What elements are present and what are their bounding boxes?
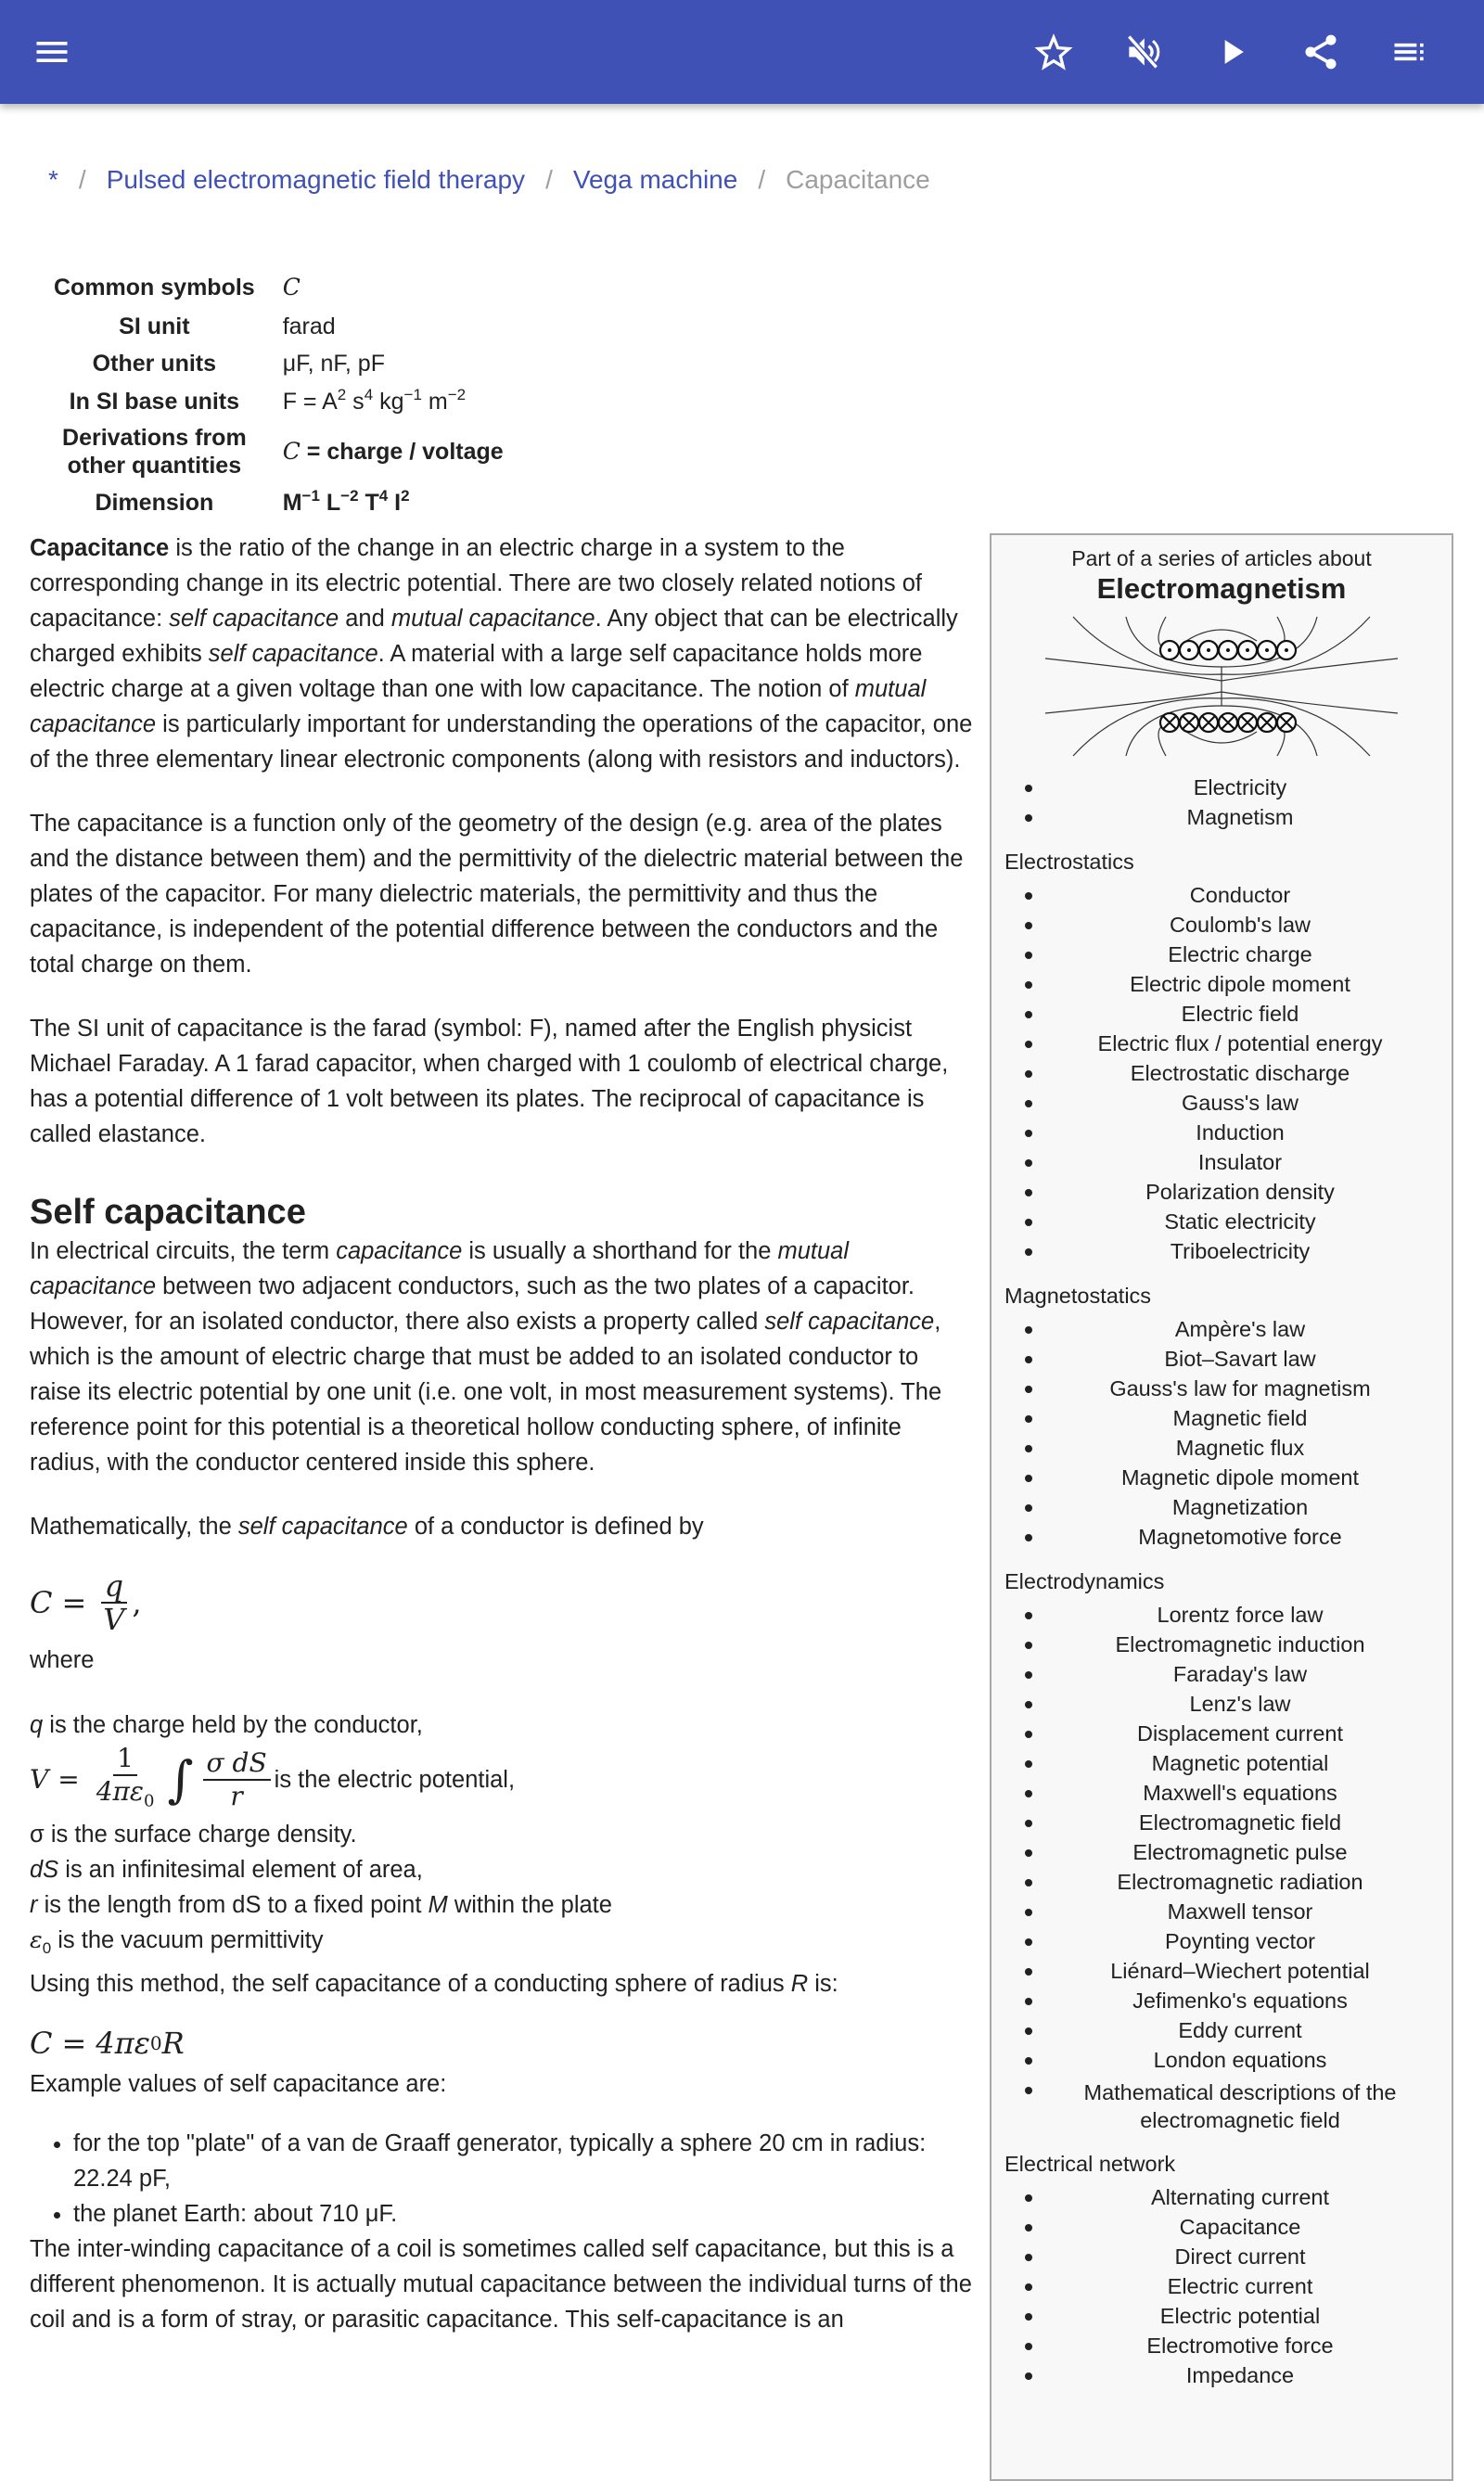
contents-button[interactable] <box>1384 26 1436 78</box>
menu-button[interactable] <box>26 26 78 78</box>
sidebar-link[interactable]: Static electricity <box>991 1207 1452 1236</box>
fraction: $\frac{q}{V}$ <box>99 1570 128 1635</box>
definition-epsilon: $\varepsilon_0$ is the vacuum permittivity <box>30 1926 324 1958</box>
sidebar-link[interactable]: Electric field <box>991 999 1452 1029</box>
infobox-value[interactable]: farad <box>282 313 336 339</box>
sidebar-link[interactable]: Liénard–Wiechert potential <box>991 1956 1452 1986</box>
sidebar-link[interactable]: Lenz's law <box>991 1689 1452 1719</box>
infobox-label: In SI base units <box>69 389 240 415</box>
method-sentence: Using this method, the self capacitance of a conducting sphere of radius R is: <box>30 1971 838 1998</box>
app-bar <box>0 0 1484 104</box>
sidebar-link[interactable]: Ampère's law <box>991 1314 1452 1344</box>
self-capacitance-paragraph: In electrical circuits, the term capacitance is usually a shorthand for the mutual capacitance between two adjacent conductors, such as the two plates of a capacitor. However, for an isolated conductor, there also exists a property called self capacitance, which is the amount of electric charge that must be added to an isolated conductor to raise its electric potential by one unit (i.e. one volt, in most measurement systems). The reference point for this potential is a theoretical hollow conducting sphere, of infinite radius, with the conductor centered inside this sphere. <box>30 1238 942 1476</box>
sidebar-top-list <box>991 773 1452 832</box>
sidebar-link[interactable]: Induction <box>991 1118 1452 1147</box>
where-label: where <box>30 1647 95 1673</box>
sidebar-link[interactable]: Biot–Savart law <box>991 1344 1452 1374</box>
equation-capacitance-definition: C = $\frac{q}{V}$ , <box>30 1568 142 1637</box>
sidebar-link[interactable]: Magnetic field <box>991 1403 1452 1433</box>
sidebar-link[interactable]: Electric dipole moment <box>991 969 1452 999</box>
infobox-value: C = charge / voltage <box>282 438 504 465</box>
geometry-paragraph: The capacitance is a function only of the geometry of the design (e.g. area of the plates and the distance between them) and the permittivity of the dielectric material between the plates of the capacitor. For many dielectric materials, the permittivity and thus the capacitance, is independent of the potential difference between the conductors and the total charge on them. <box>30 811 964 978</box>
examples-list <box>73 2126 976 2232</box>
definition-sigma: σ is the surface charge density. <box>30 1822 357 1848</box>
play-icon <box>1211 32 1252 72</box>
breadcrumb-pemf-therapy[interactable]: Pulsed electromagnetic field therapy <box>106 165 526 194</box>
sidebar-link[interactable]: Gauss's law <box>991 1088 1452 1118</box>
sidebar-group-heading[interactable]: Electrostatics <box>1004 850 1134 874</box>
play-button[interactable] <box>1206 26 1258 78</box>
sidebar-link[interactable]: Eddy current <box>991 2015 1452 2045</box>
sidebar-link[interactable]: Lorentz force law <box>991 1600 1452 1630</box>
bookmark-button[interactable] <box>1028 26 1080 78</box>
sidebar-group-list <box>991 2182 1452 2390</box>
sidebar-title[interactable]: Electromagnetism <box>1096 572 1347 605</box>
sidebar-link[interactable]: Electricity <box>991 773 1452 802</box>
sidebar-link[interactable]: London equations <box>991 2045 1452 2075</box>
sidebar-link[interactable]: Coulomb's law <box>991 910 1452 940</box>
breadcrumb-separator: / <box>78 165 86 194</box>
breadcrumb-separator: / <box>758 165 766 194</box>
share-icon <box>1300 32 1341 72</box>
infobox-row-other-units <box>30 345 509 382</box>
sidebar-link[interactable]: Maxwell's equations <box>991 1778 1452 1808</box>
sidebar-link[interactable]: Electromagnetic field <box>991 1808 1452 1837</box>
sidebar-link[interactable]: Poynting vector <box>991 1926 1452 1956</box>
sidebar-link[interactable]: Electromagnetic pulse <box>991 1837 1452 1867</box>
equation-electric-potential: V = $\frac{1}{4\pi\varepsilon_0}$ ∫ $\frac{\text{σ dS}}{r}$ is the electric potential, <box>30 1743 976 1817</box>
sidebar-link[interactable]: Electromotive force <box>991 2331 1452 2360</box>
infobox-value: C <box>282 274 301 301</box>
article-body <box>30 531 976 2366</box>
share-button[interactable] <box>1295 26 1347 78</box>
sidebar-link[interactable]: Conductor <box>991 880 1452 910</box>
infobox-label: Other units <box>92 351 217 377</box>
breadcrumb-home[interactable]: * <box>48 165 58 194</box>
sidebar-group-heading[interactable]: Magnetostatics <box>1004 1284 1152 1308</box>
sidebar-link[interactable]: Impedance <box>991 2360 1452 2390</box>
infobox-value: $F = A^2$ $s^4$ $kg^{-1}$ $m^{-2}$ <box>282 386 467 415</box>
list-item: • the planet Earth: about 710 μF. <box>73 2196 976 2232</box>
infobox-value: $M^{-1}$ $L^{-2}$ $T^4$ $I^2$ <box>282 487 410 516</box>
infobox-row-si-unit <box>30 308 509 345</box>
sidebar-link[interactable]: Triboelectricity <box>991 1236 1452 1266</box>
sidebar-link[interactable]: Capacitance <box>991 2212 1452 2242</box>
sidebar-group-list <box>991 1600 1452 2134</box>
section-heading-self-capacitance: Self capacitance <box>30 1193 306 1232</box>
sidebar-link[interactable]: Magnetomotive force <box>991 1522 1452 1552</box>
si-unit-paragraph: The SI unit of capacitance is the farad (symbol: F), named after the English physicist Michael Faraday. A 1 farad capacitor, when charged with 1 coulomb of electrical charge, has a potential difference of 1 volt between its plates. The reciprocal of capacitance is called elastance. <box>30 1016 949 1147</box>
volume-off-icon <box>1122 32 1163 72</box>
sidebar-group-heading[interactable]: Electrical network <box>1004 2152 1176 2176</box>
sidebar-link[interactable]: Magnetic dipole moment <box>991 1463 1452 1492</box>
breadcrumb <box>48 165 930 195</box>
coil-top-row <box>1160 641 1296 659</box>
sidebar-link[interactable]: Direct current <box>991 2242 1452 2271</box>
sidebar-link[interactable]: Electrostatic discharge <box>991 1058 1452 1088</box>
integral-sign: ∫ <box>167 1750 194 1809</box>
sidebar-link[interactable]: Faraday's law <box>991 1659 1452 1689</box>
infobox-value: μF, nF, pF <box>282 351 385 377</box>
field-lines <box>1045 617 1398 756</box>
electromagnetism-sidebar <box>990 533 1453 2481</box>
sidebar-link[interactable]: Electromagnetic induction <box>991 1630 1452 1659</box>
sidebar-link[interactable]: Electric flux / potential energy <box>991 1029 1452 1058</box>
sidebar-link[interactable]: Magnetization <box>991 1492 1452 1522</box>
definition-ds: dS is an infinitesimal element of area, <box>30 1857 423 1883</box>
list-item: • for the top "plate" of a van de Graaff generator, typically a sphere 20 cm in radius: 22.24 pF, <box>73 2126 976 2196</box>
sidebar-link[interactable]: Magnetism <box>991 802 1452 832</box>
breadcrumb-vega-machine[interactable]: Vega machine <box>572 165 738 194</box>
sidebar-link[interactable]: Electromagnetic radiation <box>991 1867 1452 1897</box>
sidebar-group-heading[interactable]: Electrodynamics <box>1004 1569 1165 1593</box>
coil-bottom-row <box>1160 713 1296 732</box>
infobox-label: Derivations from other quantities <box>62 425 247 479</box>
sidebar-link[interactable]: Displacement current <box>991 1719 1452 1748</box>
infobox-label: Dimension <box>95 490 214 516</box>
sidebar-link[interactable]: Electric current <box>991 2271 1452 2301</box>
infobox-row-derivations <box>30 421 509 482</box>
infobox-row-base-units <box>30 382 509 421</box>
definition-q: q is the charge held by the conductor, <box>30 1712 423 1738</box>
math-intro-paragraph: Mathematically, the self capacitance of a conductor is defined by <box>30 1514 704 1540</box>
sidebar-group-list <box>991 1314 1452 1552</box>
sidebar-link[interactable]: Insulator <box>991 1147 1452 1177</box>
sidebar-group-electrostatics <box>991 847 1452 1266</box>
sidebar-group-electrical-network <box>991 2149 1452 2390</box>
sidebar-group-electrodynamics <box>991 1567 1452 2134</box>
sidebar-link[interactable]: Electric potential <box>991 2301 1452 2331</box>
infobox-table <box>30 267 509 523</box>
sidebar-group-list <box>991 880 1452 1266</box>
hamburger-menu-icon <box>32 32 72 72</box>
sidebar-link[interactable]: Polarization density <box>991 1177 1452 1207</box>
sidebar-link[interactable]: Maxwell tensor <box>991 1897 1452 1926</box>
solenoid-field-lines-diagram[interactable] <box>1045 613 1398 760</box>
sidebar-link[interactable]: Jefimenko's equations <box>991 1986 1452 2015</box>
sidebar-link[interactable]: Magnetic flux <box>991 1433 1452 1463</box>
star-outline-icon <box>1033 32 1074 72</box>
sidebar-pretitle: Part of a series of articles about <box>1071 546 1372 570</box>
infobox-row-dimension <box>30 482 509 523</box>
equation-sphere-capacitance: C = 4πε 0 R <box>30 2026 185 2062</box>
definition-r: r is the length from dS to a fixed point M within the plate <box>30 1892 612 1918</box>
intro-paragraph: Capacitance is the ratio of the change in an electric charge in a system to the corresponding change in its electric potential. There are two closely related notions of capacitance: self capacitance and mutual capacitance. Any object that can be electrically charged exhibits self capacitance. A material with a large self capacitance holds more electric charge at a given voltage than one with low capacitance. The notion of mutual capacitance is particularly important for understanding the operations of the capacitor, one of the three elementary linear electronic components (along with resistors and inductors). <box>30 535 973 773</box>
inter-winding-paragraph: The inter-winding capacitance of a coil is sometimes called self capacitance, but this is a different phenomenon. It is actually mutual capacitance between the individual turns of the coil and is a form of stray, or parasitic capacitance. This self-capacitance is an <box>30 2236 972 2334</box>
sidebar-group-magnetostatics <box>991 1281 1452 1552</box>
examples-intro: Example values of self capacitance are: <box>30 2071 447 2098</box>
infobox-label: Common symbols <box>54 275 255 301</box>
infobox-label: SI unit <box>119 313 190 339</box>
fraction: $\frac{\text{σ dS}}{r}$ <box>203 1747 271 1812</box>
sidebar-link[interactable]: Magnetic potential <box>991 1748 1452 1778</box>
breadcrumb-current: Capacitance <box>786 165 930 194</box>
sidebar-link[interactable]: Electric charge <box>991 940 1452 969</box>
sidebar-link[interactable]: Gauss's law for magnetism <box>991 1374 1452 1403</box>
breadcrumb-separator: / <box>545 165 553 194</box>
infobox-row-symbols <box>30 267 509 308</box>
sidebar-link[interactable]: Alternating current <box>991 2182 1452 2212</box>
toc-list-icon <box>1389 32 1430 72</box>
mute-button[interactable] <box>1117 26 1169 78</box>
sidebar-link[interactable]: Mathematical descriptions of the electromagnetic field <box>991 2075 1452 2134</box>
fraction: $\frac{1}{4\pi\varepsilon_0}$ <box>96 1742 155 1811</box>
